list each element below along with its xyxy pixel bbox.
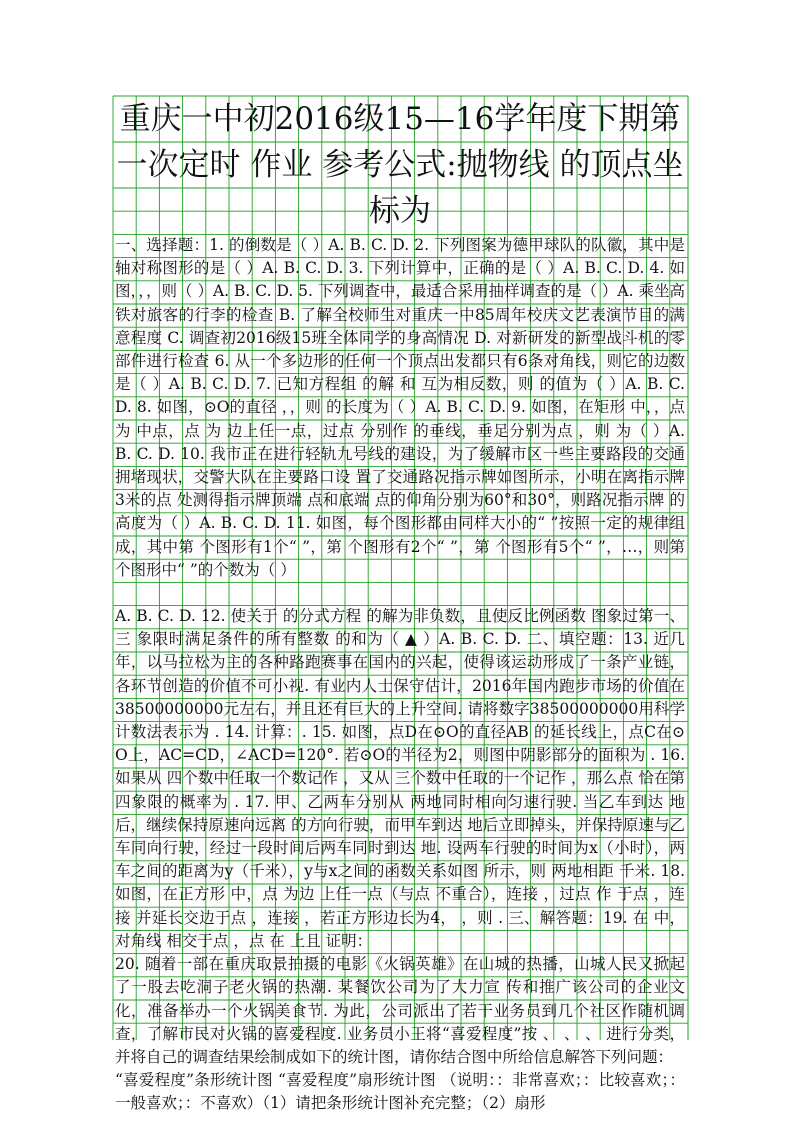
question-20: 20. 随着一部在重庆取景拍摄的电影《火锅英雄》在山城的热播，山城人民又掀起了一股去吃洞子老火锅的热潮. 某餐饮公司为了大力宣 传和推广该公司的企业文化，准备举办一个火锅美食节. 为此，公司派出了若干业务员到几个社区作随机调查，了解市民对火锅的喜爱程度. 业务员小王将“喜爱程度”按 、 、 、 进行分类，并将自己的调查结果绘制成如下的统计图，请你结合图中所给信息解答下列问题： bbox=[115, 955, 685, 1066]
document-title: 重庆一中初2016级15—16学年度下期第一次定时 作业 参考公式:抛物线 的顶点坐标为 bbox=[116, 101, 684, 229]
document-body bbox=[115, 96, 685, 1116]
paragraph-gap bbox=[115, 582, 685, 605]
section-fill-in: A. B. C. D. 12. 使关于 的分式方程 的解为非负数，且使反比例函数 图象过第一、三 象限时满足条件的所有整数 的和为（ ▲ ）A. B. C. D. 二、填空题：13. 近几年，以马拉松为主的各种路跑赛事在国内的兴起，使得该运动形成了一条产业链，各环节创造的价值不可小视. 有业内人士保守估计，2016年国内跑步市场的价值在38500000000元左右，并且还有巨大的上升空间. 请将数字38500000000用科学计数法表示为 . 14. 计算：. 15. 如图，点D在⊙O的直径AB 的延长线上，点C在⊙O上，AC=CD，∠ACD=120°. 若⊙O的半径为2，则图中阴影部分的面积为 . 16. 如果从 四个数中任取一个数记作 ，又从 三个数中任取的一个记作 ，那么点 恰在第四象限的概率为 . 17. 甲、乙两车分别从 两地同时相向匀速行驶. 当乙车到达 地后，继续保持原速向远离 的方向行驶，而甲车到达 地后立即掉头，并保持原速与乙车同向行驶，经过一段时间后两车同时到达 地. 设两车行驶的时间为x（小时），两车之间的距离为y（千米），y与x之间的函数关系如图 所示，则 两地相距 千米. 18. 如图，在正方形 中，点 为边 上任一点（与点 不重合），连接 ，过点 作 于点 ，连接 并延长交边于点 ，连接 ，若正方形边长为4， ，则 . 三、解答题：19. 在 中，对角线 相交于点 ，点 在 上且 证明： bbox=[115, 607, 685, 950]
section-multiple-choice: 一、选择题：1. 的倒数是（ ）A. B. C. D. 2. 下列图案为德甲球队的队徽，其中是轴对称图形的是（ ）A. B. C. D. 3. 下列计算中，正确的是（ ）A. B. C. D. 4. 如图，，，则（ ）A. B. C. D. 5. 下列调查中，最适合采用抽样调查的是（ ）A. 乘坐高铁对旅客的行李的检查 B. 了解全校师生对重庆一中85周年校庆文艺表演节目的满意程度 C. 调查初2016级15班全体同学的身高情况 D. 对新研发的新型战斗机的零部件进行检查 6. 从一个多边形的任何一个顶点出发都只有6条对角线，则它的边数是（ ）A. B. C. D. 7. 已知方程组 的解 和 互为相反数，则 的值为（ ）A. B. C. D. 8. 如图，⊙O的直径 ，，则 的长度为（ ）A. B. C. D. 9. 如图，在矩形 中，，点 为 中点，点 为 边上任一点，过点 分别作 的垂线，垂足分别为点 ，则 为（ ）A. B. C. D. 10. 我市正在进行轻轨九号线的建设，为了缓解市区一些主要路段的交通拥堵现状，交警大队在主要路口设 置了交通路况指示牌如图所示，小明在离指示牌3米的点 处测得指示牌顶端 点和底端 点的仰角分别为60°和30°，则路况指示牌 的高度为（ ）A. B. C. D. 11. 如图，每个图形都由同样大小的“ ”按照一定的规律组成，其中第 个图形有1个“ ”，第 个图形有2个“ ”，第 个图形有5个“ ”，…，则第 个图形中“ ”的个数为（ ） bbox=[115, 236, 685, 579]
question-20-charts: “喜爱程度”条形统计图 “喜爱程度”扇形统计图 （说明：：非常喜欢；：比较喜欢；：一般喜欢；：不喜欢）（1）请把条形统计图补充完整；（2）扇形 bbox=[115, 1071, 685, 1113]
